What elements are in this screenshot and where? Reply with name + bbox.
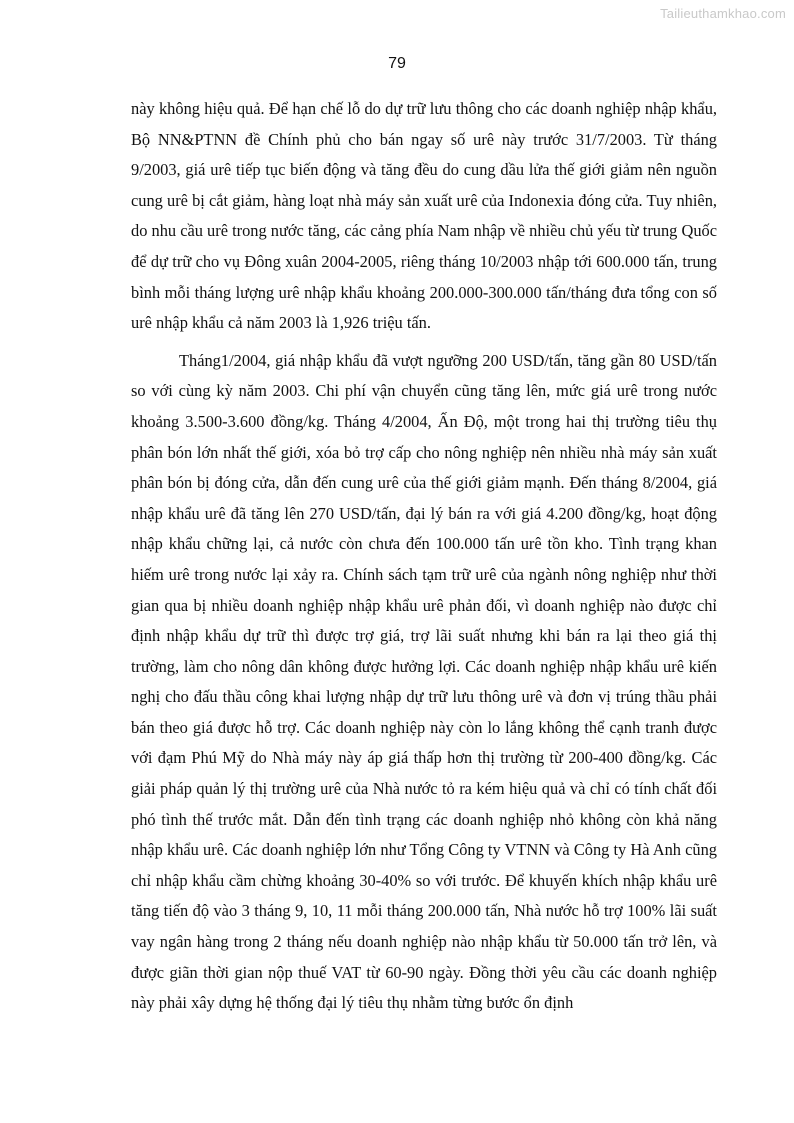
paragraph-january-2004: Tháng1/2004, giá nhập khẩu đã vượt ngưỡng 200 USD/tấn, tăng gần 80 USD/tấn so với cùng kỳ năm 2003. Chi phí vận chuyển cũng tăng lên, mức giá urê trong nước khoảng 3.500-3.600 đồng/kg. Tháng 4/2004, Ấn Độ, một trong hai thị trường tiêu thụ phân bón lớn nhất thế giới, xóa bỏ trợ cấp cho nông nghiệp nên nhiều nhà máy sản xuất phân bón bị đóng cửa, dẫn đến cung urê của thế giới giảm mạnh. Đến tháng 8/2004, giá nhập khẩu urê đã tăng lên 270 USD/tấn, đại lý bán ra với giá 4.200 đồng/kg, hoạt động nhập khẩu chững lại, cả nước còn chưa đến 100.000 tấn urê tồn kho. Tình trạng khan hiếm urê trong nước lại xảy ra. Chính sách tạm trữ urê của ngành nông nghiệp như thời gian qua bị nhiều doanh nghiệp nhập khẩu urê phản đối, vì doanh nghiệp nào được chỉ định nhập khẩu dự trữ thì được trợ giá, trợ lãi suất nhưng khi bán ra lại theo giá thị trường, làm cho nông dân không được hưởng lợi. Các doanh nghiệp nhập khẩu urê kiến nghị cho đấu thầu công khai lượng nhập dự trữ lưu thông urê và đơn vị trúng thầu phải bán theo giá được hỗ trợ. Các doanh nghiệp này còn lo lắng không thể cạnh tranh được với đạm Phú Mỹ do Nhà máy này áp giá thấp hơn thị trường từ 200-400 đồng/kg. Các giải pháp quản lý thị trường urê của Nhà nước tỏ ra kém hiệu quả và chỉ có tính chất đối phó tình thế trước mắt. Dẫn đến tình trạng các doanh nghiệp nhỏ không còn khả năng nhập khẩu urê. Các doanh nghiệp lớn như Tổng Công ty VTNN và Công ty Hà Anh cũng chỉ nhập khẩu cầm chừng khoảng 30-40% so với trước. Để khuyến khích nhập khẩu urê tăng tiến độ vào 3 tháng 9, 10, 11 mỗi tháng 200.000 tấn, Nhà nước hỗ trợ 100% lãi suất vay ngân hàng trong 2 tháng nếu doanh nghiệp nào nhập khẩu từ 50.000 tấn trở lên, và được giãn thời gian nộp thuế VAT từ 60-90 ngày. Đồng thời yêu cầu các doanh nghiệp này phải xây dựng hệ thống đại lý tiêu thụ nhằm từng bước ổn định — [131, 350, 717, 1013]
page-number: 79 — [388, 55, 406, 72]
watermark-text: Tailieuthamkhao.com — [660, 6, 786, 21]
paragraph-continued: này không hiệu quả. Để hạn chế lỗ do dự trữ lưu thông cho các doanh nghiệp nhập khẩu, Bộ NN&PTNN đề Chính phủ cho bán ngay số urê này trước 31/7/2003. Từ tháng 9/2003, giá urê tiếp tục biến động và tăng đều do cung dầu lửa thế giới giảm nên nguồn cung urê bị cắt giảm, hàng loạt nhà máy sản xuất urê của Indonexia đóng cửa. Tuy nhiên, do nhu cầu urê trong nước tăng, các cảng phía Nam nhập về nhiều chủ yếu từ trung Quốc để dự trữ cho vụ Đông xuân 2004-2005, riêng tháng 10/2003 nhập tới 600.000 tấn, trung bình mỗi tháng lượng urê nhập khẩu khoảng 200.000-300.000 tấn/tháng đưa tổng con số urê nhập khẩu cả năm 2003 là 1,926 triệu tấn. — [131, 99, 717, 333]
document-body — [131, 94, 717, 1019]
